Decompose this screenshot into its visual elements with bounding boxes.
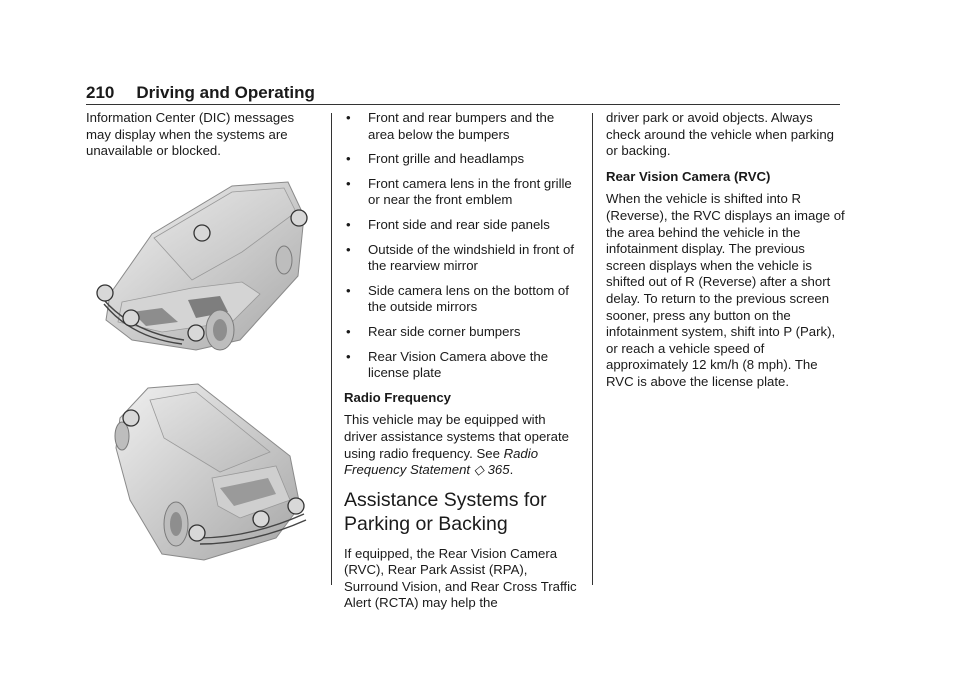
column-divider-2 [592,113,593,585]
list-item: • Outside of the windshield in front of the rearview mirror [346,241,574,274]
bullet-icon: • [346,282,351,298]
bullet-icon: • [346,175,351,191]
bullet-icon: • [346,151,351,167]
page-reference-icon: ◇ [473,462,484,478]
header-rule [86,104,840,105]
page-header [86,83,315,103]
continuation-paragraph: driver park or avoid objects. Always check around the vehicle when parking or backing. [606,110,834,159]
bullet-icon: • [346,216,351,232]
column-1 [86,110,318,169]
rvc-heading: Rear Vision Camera (RVC) [606,168,771,184]
column-divider-1 [331,113,332,585]
column-2 [344,110,580,621]
list-item: • Front side and rear side panels [346,216,550,232]
list-item: • Rear Vision Camera above the license plate [346,348,549,381]
list-item: • Front and rear bumpers and the area below the bumpers [346,110,555,142]
rvc-paragraph: When the vehicle is shifted into R (Reverse), the RVC displays an image of the area behind the vehicle in the infotainment display. The previous screen displays when the vehicle is shifted out of R (Reverse) after a short delay. To return to the previous screen sooner, press any button on the infotainment system, shift into P (Park), or reach a vehicle speed of approximately 12 km/h (8 mph). The RVC is above the license plate. [606,191,845,389]
bullet-icon: • [346,241,351,257]
intro-paragraph: Information Center (DIC) messages may display when the systems are unavailable or blocked. [86,110,295,159]
list-item: • Front grille and headlamps [346,151,525,167]
front-sensor-illustration [92,172,314,362]
bullet-icon: • [346,323,351,339]
radio-frequency-heading: Radio Frequency [344,389,451,405]
list-item: • Front camera lens in the front grille or near the front emblem [346,175,572,208]
bullet-icon: • [346,110,351,125]
bullet-icon: • [346,348,351,364]
page-number: 210 [86,83,115,102]
radio-frequency-paragraph: This vehicle may be equipped with driver assistance systems that operate using radio frequency. See Radio Frequency Statement ◇ 365. [344,412,570,478]
column-3 [606,110,846,400]
list-item: • Rear side corner bumpers [346,323,521,339]
list-item: • Side camera lens on the bottom of the outside mirrors [346,282,569,315]
radio-frequency-link[interactable]: Radio Frequency Statement ◇ 365 [344,445,539,478]
section-paragraph: If equipped, the Rear Vision Camera (RVC), Rear Park Assist (RPA), Surround Vision, and Rear Cross Traffic Alert (RCTA) may help the [344,545,577,611]
sensor-location-list [344,110,580,382]
section-title: Driving and Operating [136,83,315,102]
rear-sensor-illustration [100,378,314,566]
section-heading: Assistance Systems for Parking or Backing [344,488,547,535]
